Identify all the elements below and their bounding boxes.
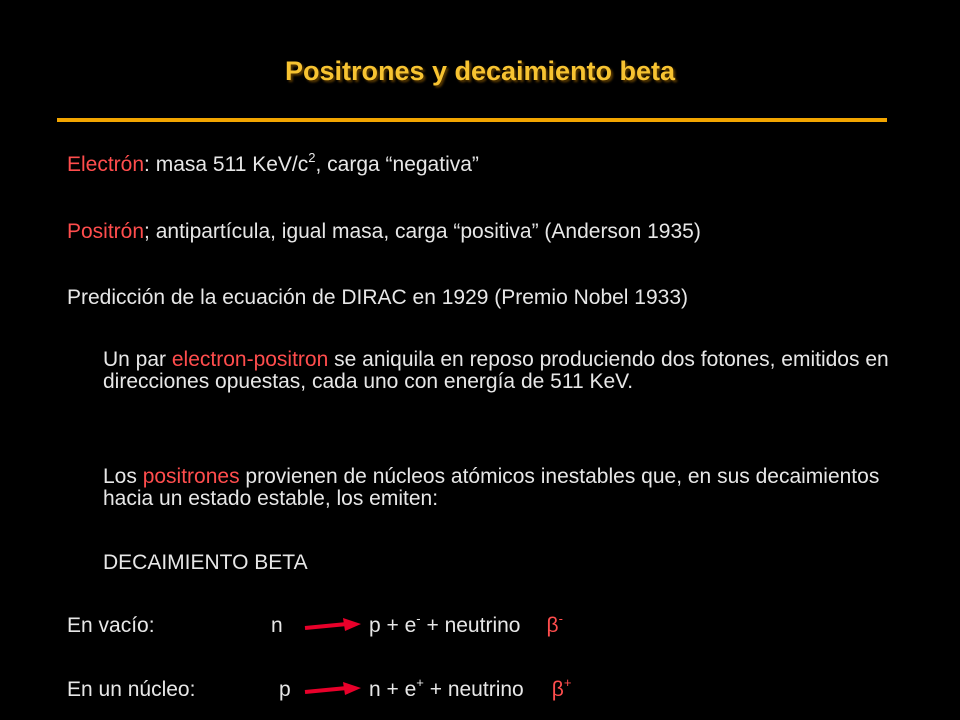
eq2-rhs-sup: + xyxy=(416,675,424,690)
electron-label: Electrón xyxy=(67,153,145,176)
eq2-beta: β xyxy=(551,678,564,701)
eq1-label: En vacío: xyxy=(67,614,155,637)
eq1-rhs-a: p + e xyxy=(369,614,417,637)
line-electron xyxy=(67,150,479,177)
eq2-rhs-b: + neutrino xyxy=(423,678,524,701)
para1-post: se aniquila en reposo produciendo dos fotones, emitidos en direcciones opuestas, cada uno con energía de 511 KeV. xyxy=(103,348,889,393)
right-arrow-icon xyxy=(303,617,363,635)
eq1-beta-sup: - xyxy=(558,611,563,626)
line-beta-heading: DECAIMIENTO BETA xyxy=(103,551,308,574)
para-positron-origin xyxy=(103,466,903,510)
para2-post: provienen de núcleos atómicos inestables que, en sus decaimientos hacia un estado estable, los emiten: xyxy=(103,465,880,510)
electron-sup: 2 xyxy=(308,150,316,165)
para1-pre: Un par xyxy=(103,348,172,371)
electron-text-a: : masa 511 KeV/c xyxy=(144,153,309,176)
equation-nucleus xyxy=(67,675,572,702)
eq1-rhs-b: + neutrino xyxy=(420,614,521,637)
eq2-lhs: p xyxy=(279,678,291,701)
positron-text: ; antipartícula, igual masa, carga “positiva” (Anderson 1935) xyxy=(144,220,701,243)
para2-pre: Los xyxy=(103,465,143,488)
eq2-beta-sup: + xyxy=(563,675,572,690)
slide-title: Positrones y decaimiento beta xyxy=(284,56,676,86)
title-underline xyxy=(57,118,887,122)
para1-highlight: electron-positron xyxy=(171,348,329,371)
right-arrow-icon xyxy=(303,681,363,699)
eq2-label: En un núcleo: xyxy=(67,678,196,701)
line-dirac: Predicción de la ecuación de DIRAC en 1929 (Premio Nobel 1933) xyxy=(67,286,689,309)
para-annihilation xyxy=(103,349,903,393)
eq1-lhs: n xyxy=(271,614,283,637)
positron-label: Positrón xyxy=(67,220,145,243)
eq2-rhs-a: n + e xyxy=(369,678,417,701)
equation-vacuum xyxy=(67,611,563,638)
eq1-beta: β xyxy=(546,614,559,637)
line-positron xyxy=(67,220,701,244)
eq1-rhs-sup: - xyxy=(416,611,421,626)
para2-highlight: positrones xyxy=(142,465,240,488)
electron-text-b: , carga “negativa” xyxy=(315,153,479,176)
